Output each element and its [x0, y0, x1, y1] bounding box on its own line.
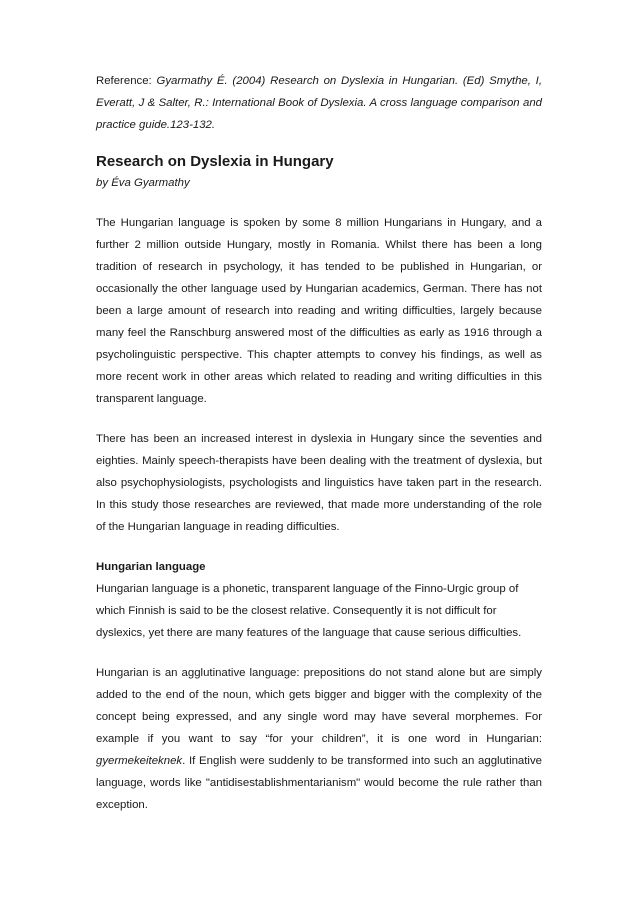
document-page	[96, 70, 542, 816]
example-word: gyermekeiteknek	[96, 755, 183, 767]
agglutinative-text-part2: . If English were suddenly to be transformed into such an agglutinative language, words like "antidisestablishmentarianism" would become the rule rather than exception.	[96, 755, 542, 811]
article-byline: by Éva Gyarmathy	[96, 177, 190, 189]
reference-citation: Gyarmathy É. (2004) Research on Dyslexia in Hungarian. (Ed) Smythe, I, Everatt, J & Salter, R.: International Book of Dyslexia. A cross language comparison and practice guide.123-132.	[96, 75, 542, 131]
article-title: Research on Dyslexia in Hungary	[96, 153, 334, 170]
paragraph-research-interest: There has been an increased interest in dyslexia in Hungary since the seventies and eighties. Mainly speech-therapists have been dealing with the treatment of dyslexia, but also psychophysiologists, psychologists and linguistics have taken part in the research. In this study those researches are reviewed, that made more understanding of the role of the Hungarian language in reading difficulties.	[96, 433, 542, 533]
agglutinative-text-part1: Hungarian is an agglutinative language: prepositions do not stand alone but are simply added to the end of the noun, which gets bigger and bigger with the complexity of the concept being expressed, and any single word may have several morphemes. For example if you want to say “for your children”, it is one word in Hungarian:	[96, 667, 542, 745]
paragraph-intro: The Hungarian language is spoken by some 8 million Hungarians in Hungary, and a further 2 million outside Hungary, mostly in Romania. Whilst there has been a long tradition of research in psychology, it has tended to be published in Hungarian, or occasionally the other language used by Hungarian academics, German. There has not been a large amount of research into reading and writing difficulties, largely because many feel the Ranschburg answered most of the difficulties as early as 1916 through a psycholinguistic perspective. This chapter attempts to convey his findings, as well as more recent work in other areas which related to reading and writing difficulties in this transparent language.	[96, 217, 542, 405]
paragraph-agglutinative	[96, 662, 542, 816]
paragraph-phonetic-language: Hungarian language is a phonetic, transparent language of the Finno-Urgic group of which Finnish is said to be the closest relative. Consequently it is not difficult for dyslexics, yet there are many features of the language that cause serious difficulties.	[96, 583, 522, 639]
section-heading-hungarian-language: Hungarian language	[96, 561, 206, 573]
reference-prefix: Reference:	[96, 75, 157, 87]
reference-note	[96, 70, 542, 136]
